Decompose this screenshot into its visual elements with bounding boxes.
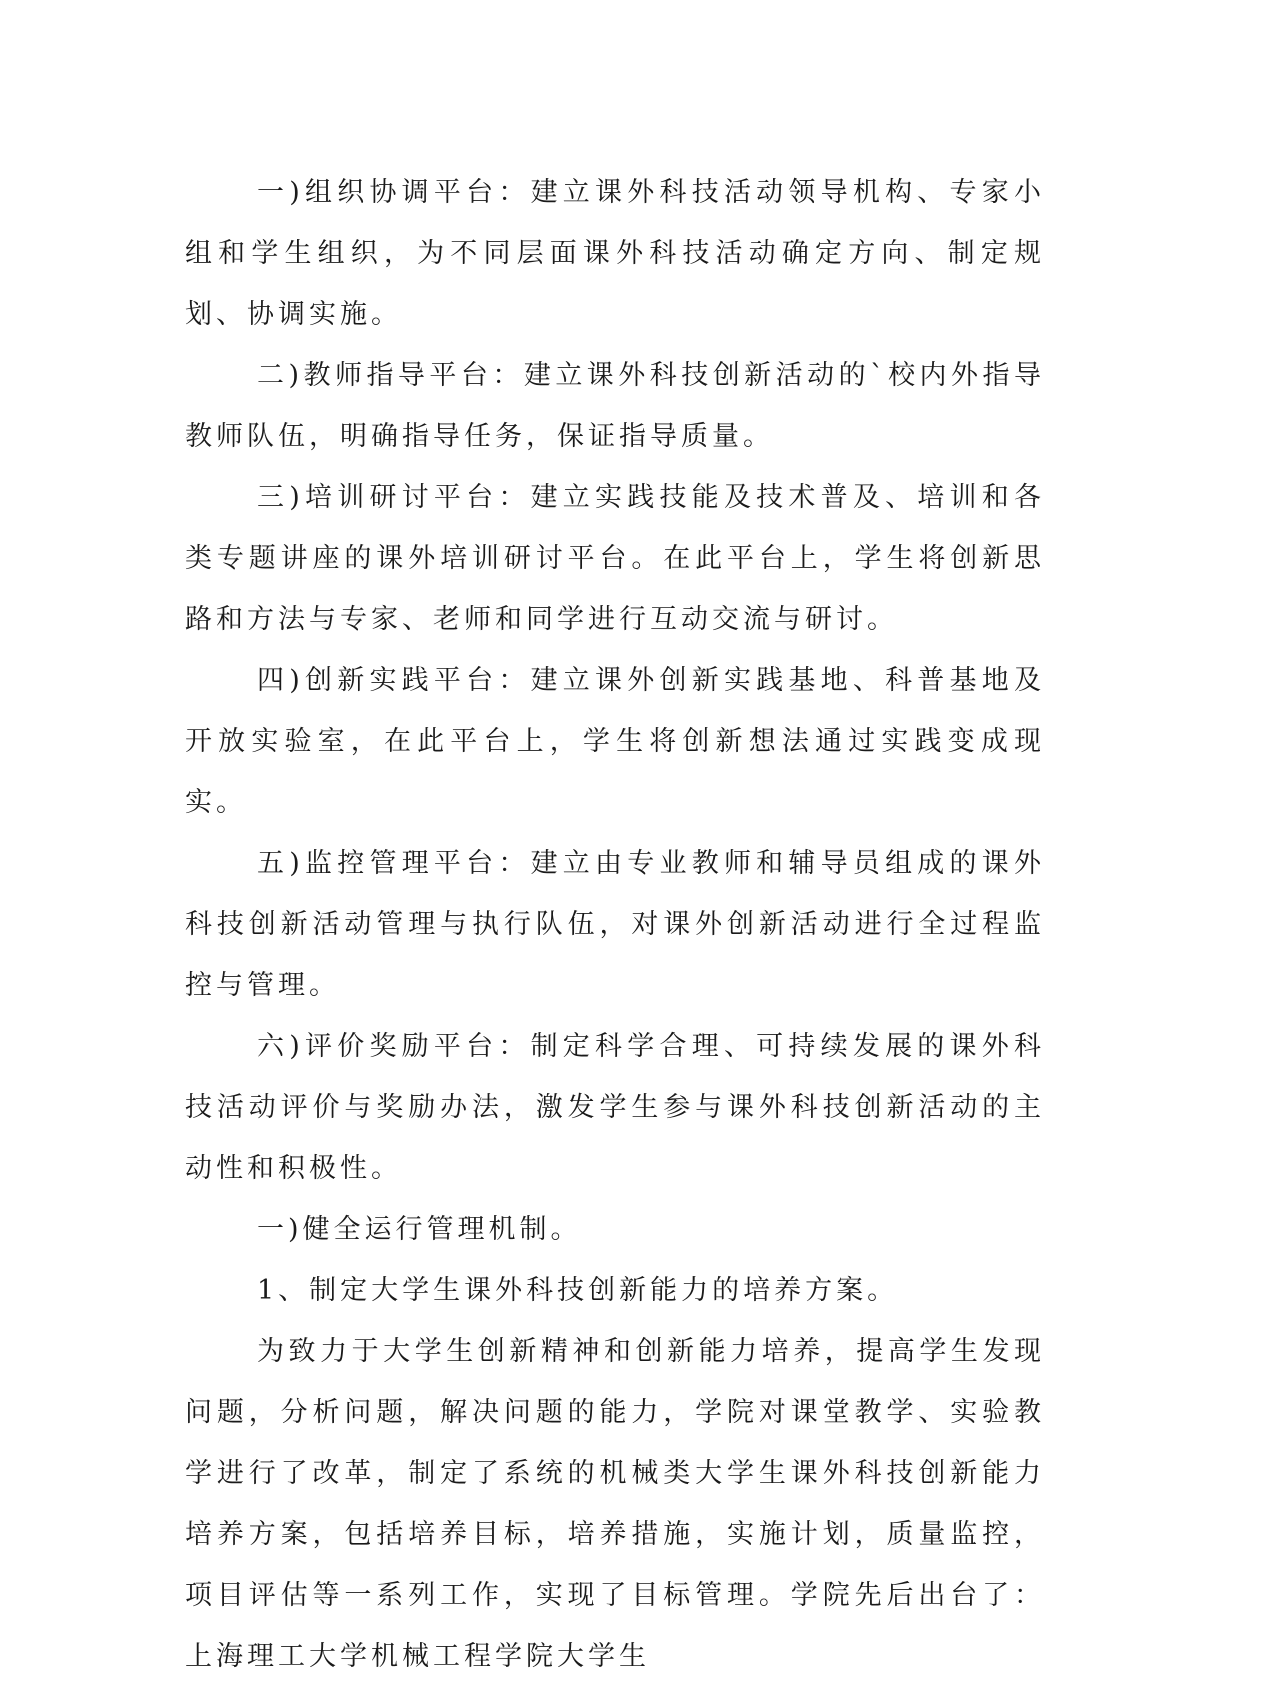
paragraph-innovation-practice-platform: 四)创新实践平台：建立课外创新实践基地、科普基地及开放实验室，在此平台上，学生将创新想法通过实践变成现实。 bbox=[185, 665, 1045, 818]
paragraph-evaluation-platform: 六)评价奖励平台：制定科学合理、可持续发展的课外科技活动评价与奖励办法，激发学生参与课外科技创新活动的主动性和积极性。 bbox=[185, 1031, 1045, 1184]
document-body bbox=[185, 162, 1045, 1687]
paragraph-teacher-guidance-platform: 二)教师指导平台：建立课外科技创新活动的`校内外指导教师队伍，明确指导任务，保证指导质量。 bbox=[185, 360, 1045, 452]
paragraph-training-plan-body: 为致力于大学生创新精神和创新能力培养，提高学生发现问题，分析问题，解决问题的能力，学院对课堂教学、实验教学进行了改革，制定了系统的机械类大学生课外科技创新能力培养方案，包括培养目标，培养措施，实施计划，质量监控，项目评估等一系列工作，实现了目标管理。学院先后出台了：上海理工大学机械工程学院大学生 bbox=[185, 1336, 1045, 1672]
heading-management-mechanism: 一)健全运行管理机制。 bbox=[257, 1214, 582, 1245]
paragraph-training-platform: 三)培训研讨平台：建立实践技能及技术普及、培训和各类专题讲座的课外培训研讨平台。在此平台上，学生将创新思路和方法与专家、老师和同学进行互动交流与研讨。 bbox=[185, 482, 1045, 635]
paragraph-organization-platform: 一)组织协调平台：建立课外科技活动领导机构、专家小组和学生组织，为不同层面课外科技活动确定方向、制定规划、协调实施。 bbox=[185, 177, 1045, 330]
heading-training-plan: 1、制定大学生课外科技创新能力的培养方案。 bbox=[257, 1275, 899, 1306]
paragraph-monitoring-platform: 五)监控管理平台：建立由专业教师和辅导员组成的课外科技创新活动管理与执行队伍，对课外创新活动进行全过程监控与管理。 bbox=[185, 848, 1045, 1001]
